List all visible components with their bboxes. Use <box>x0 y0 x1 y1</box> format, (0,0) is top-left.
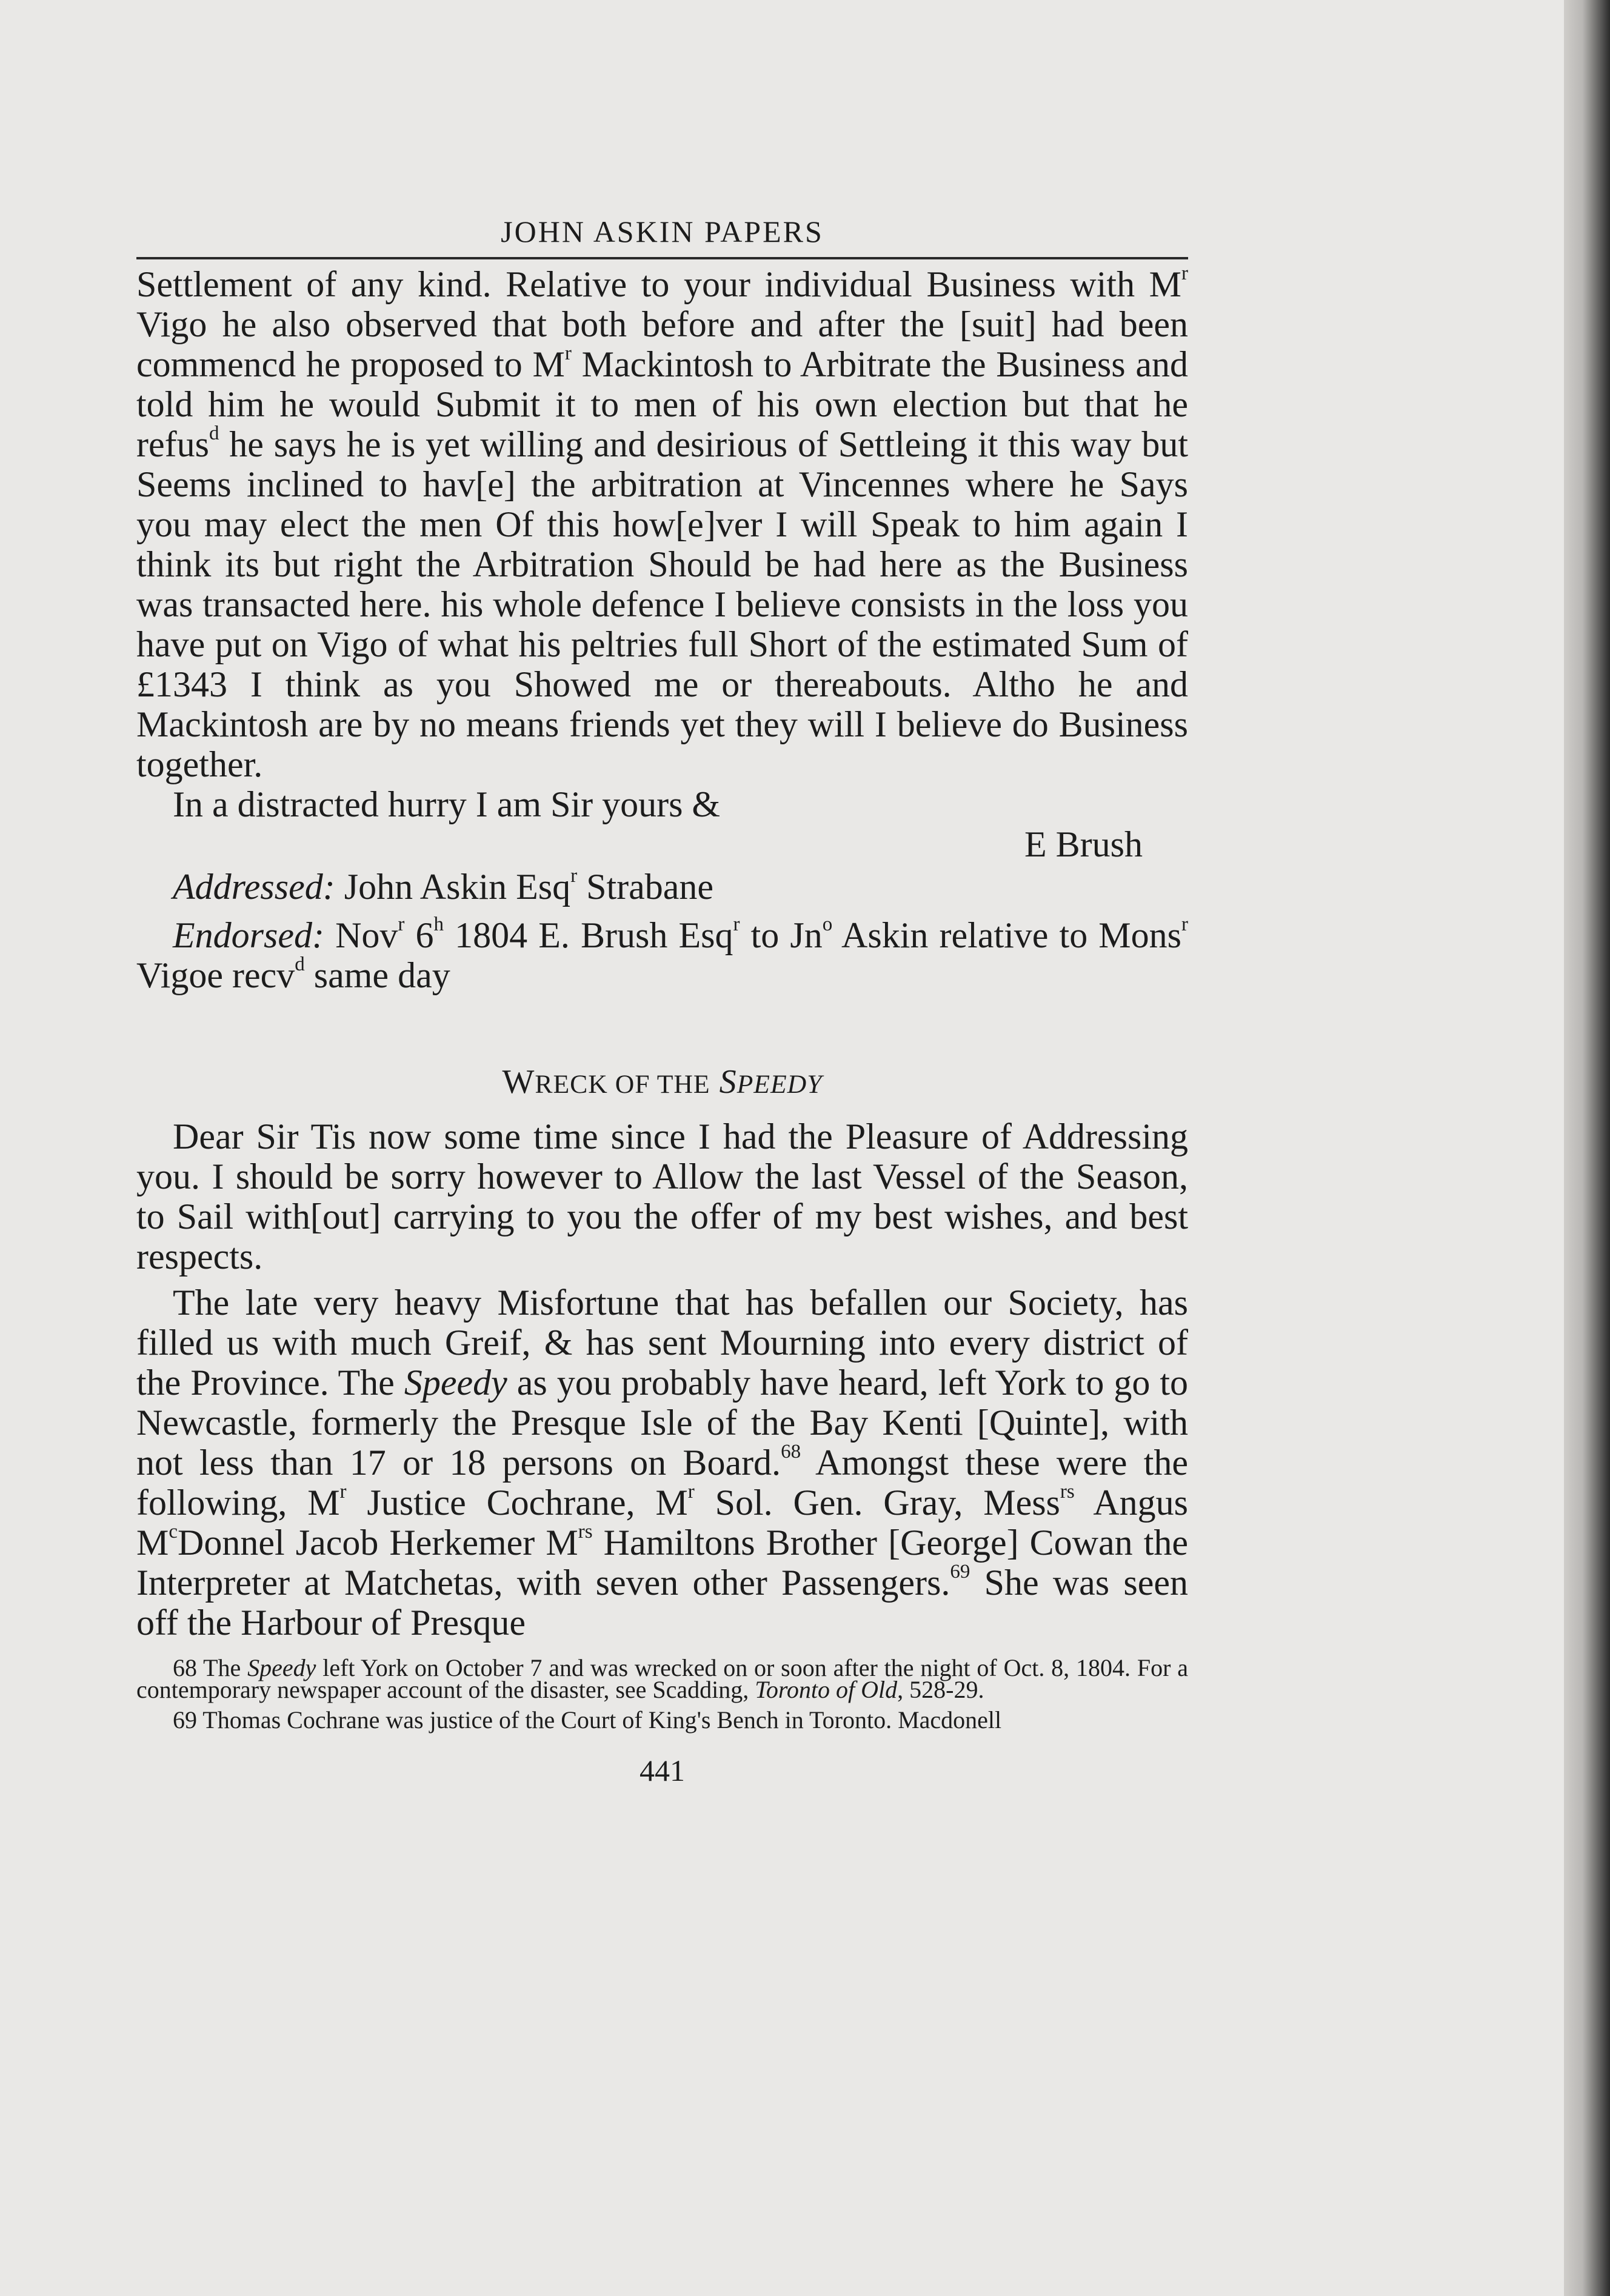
page-edge-shadow <box>1564 0 1610 2296</box>
page-number: 441 <box>640 1754 685 1787</box>
addressed-line <box>136 864 1188 907</box>
letter-brush-paragraph: Settlement of any kind. Relative to your individual Business with $M^r$ Vigo he also observed that both before and after the [suit] had been commencd he proposed to $M^r$ Mackintosh to Arbitrate the Business and told him he would Submit it to men of his own election but that he refus$^d$ he says he is yet willing and desirious of Settleing it this way but Seems inclined to hav[e] the arbitration at Vincennes where he Says you may elect the men Of this how[e]ver I will Speak to him again I think its but right the Arbitration Should be had here as the Business was transacted here. his whole defence I believe consists in the loss you have put on Vigo of what his peltries full Short of the estimated Sum of £1343 I think as you Showed me or thereabouts. Altho he and Mackintosh are by no means friends yet they will I believe do Business together. <box>136 262 1189 784</box>
letter-speedy <box>136 1116 1188 1643</box>
addressed-text: John Askin Esq$^r$ Strabane <box>335 864 714 907</box>
page-content <box>136 206 1188 1788</box>
footnote-69: 69 Thomas Cochrane was justice of the Court of King's Bench in Toronto. Macdonell <box>173 1706 1002 1734</box>
footnote-68: 68 The Speedy left York on October 7 and was wrecked on or soon after the night of Oct. 8, 1804. For a contemporary newspaper account of the disaster, see Scadding, Toronto of Old, 528-29. <box>136 1654 1188 1703</box>
heading-small-caps: RECK OF THE <box>535 1070 710 1099</box>
heading-first-letter: W <box>502 1063 535 1101</box>
footnotes <box>136 1654 1188 1734</box>
running-head: JOHN ASKIN PAPERS <box>136 206 1188 259</box>
section-heading <box>136 1062 1188 1104</box>
letter-speedy-paragraph-1: Dear Sir Tis now some time since I had the Pleasure of Addressing you. I should be sorry however to Allow the last Vessel of the Season, to Sail with[out] carrying to you the offer of my best wishes, and best respects. <box>136 1116 1188 1276</box>
endorsed-text: Nov$^r$ 6$^h$ 1804 E. Brush Esq$^r$ to Jn$^o$ Askin relative to Mons$^r$ Vigoe recv$^d$ same day <box>136 913 1189 995</box>
letter-brush <box>136 264 1188 995</box>
heading-ship-name: SPEEDY <box>719 1063 823 1101</box>
letter-closing: In a distracted hurry I am Sir yours & <box>173 784 721 824</box>
letter-signature: E Brush <box>1024 824 1143 864</box>
endorsed-label: Endorsed: <box>173 915 324 955</box>
addressed-label: Addressed: <box>173 867 335 907</box>
endorsed-line <box>136 915 1188 995</box>
letter-speedy-paragraph-2: The late very heavy Misfortune that has befallen our Society, has filled us with much Greif, & has sent Mourning into every district of the Province. The Speedy as you probably have heard, left York to go to Newcastle, formerly the Presque Isle of the Bay Kenti [Quinte], with not less than 17 or 18 persons on Board.$^{68}$ Amongst these were the following, $M^r$ Justice Cochrane, $M^r$ Sol. Gen. Gray, Mess$^{rs}$ Angus $M^cDonnel$ Jacob Herkemer $M^{rs}$ Hamiltons Brother [George] Cowan the Interpreter at Matchetas, with seven other Passengers.$^{69}$ She was seen off the Harbour of Presque <box>136 1283 1189 1643</box>
